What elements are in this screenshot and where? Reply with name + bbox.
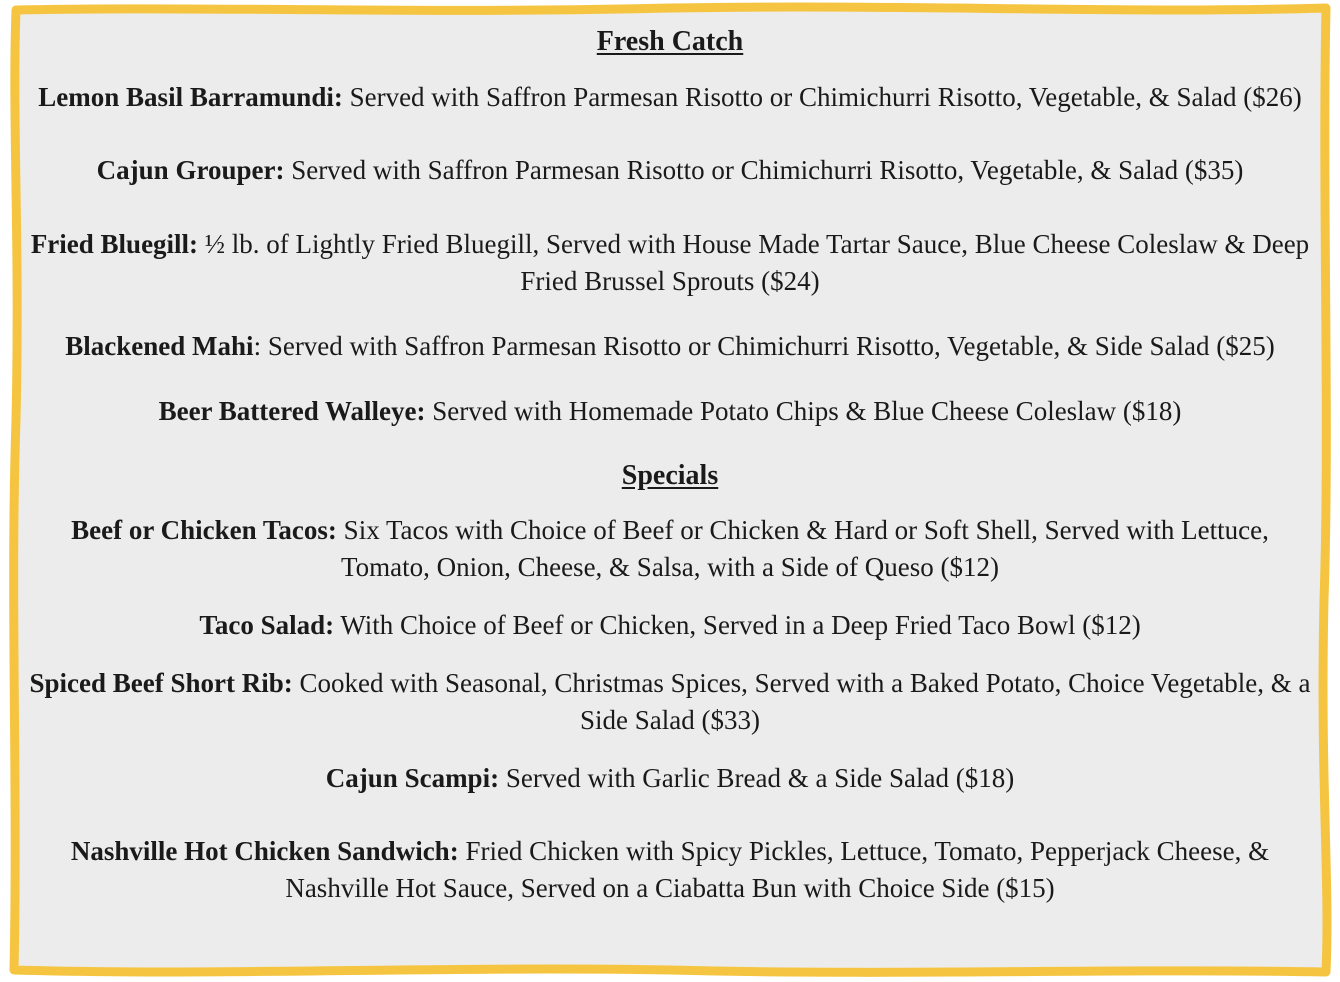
- menu-item-lemon-basil-barramundi: [28, 79, 1312, 116]
- section-heading-fresh-catch: Fresh Catch: [596, 26, 744, 57]
- menu-item-description: Six Tacos with Choice of Beef or Chicken & Hard or Soft Shell, Served with Lettuce, Tomato, Onion, Cheese, & Salsa, with a Side of Queso ($12): [336, 515, 1269, 582]
- menu-item-description: Served with Saffron Parmesan Risotto or Chimichurri Risotto, Vegetable, & Salad ($26): [342, 82, 1302, 112]
- menu-item-taco-salad: [28, 607, 1312, 644]
- menu-item-name: Cajun Scampi:: [325, 763, 500, 793]
- menu-item-blackened-mahi: [28, 328, 1312, 365]
- menu-item-description: : Served with Saffron Parmesan Risotto or Chimichurri Risotto, Vegetable, & Side Salad ($25): [253, 331, 1275, 361]
- menu-item-description: Cooked with Seasonal, Christmas Spices, Served with a Baked Potato, Choice Vegetable, & a Side Salad ($33): [292, 668, 1311, 735]
- menu-item-description: Fried Chicken with Spicy Pickles, Lettuce, Tomato, Pepperjack Cheese, & Nashville Hot Sauce, Served on a Ciabatta Bun with Choice Side ($15): [285, 836, 1270, 903]
- menu-item-fried-bluegill: [28, 226, 1312, 300]
- menu-item-description: Served with Saffron Parmesan Risotto or Chimichurri Risotto, Vegetable, & Salad ($35): [284, 155, 1244, 185]
- menu-item-name: Blackened Mahi: [65, 331, 254, 361]
- menu-item-name: Fried Bluegill:: [30, 229, 199, 259]
- menu-item-name: Spiced Beef Short Rib:: [29, 668, 293, 698]
- menu-content: [28, 18, 1312, 968]
- menu-item-description: ½ lb. of Lightly Fried Bluegill, Served with House Made Tartar Sauce, Blue Cheese Coleslaw & Deep Fried Brussel Sprouts ($24): [198, 229, 1310, 296]
- menu-item-nashville-hot-chicken-sandwich: [28, 833, 1312, 907]
- menu-item-name: Beer Battered Walleye:: [158, 396, 426, 426]
- menu-item-name: Beef or Chicken Tacos:: [71, 515, 337, 545]
- menu-item-name: Nashville Hot Chicken Sandwich:: [70, 836, 459, 866]
- menu-item-description: Served with Garlic Bread & a Side Salad ($18): [499, 763, 1015, 793]
- menu-item-description: Served with Homemade Potato Chips & Blue Cheese Coleslaw ($18): [425, 396, 1182, 426]
- menu-item-description: With Choice of Beef or Chicken, Served in a Deep Fried Taco Bowl ($12): [334, 610, 1141, 640]
- menu-item-beef-or-chicken-tacos: [28, 512, 1312, 586]
- menu-item-name: Taco Salad:: [199, 610, 335, 640]
- menu-item-cajun-scampi: [28, 760, 1312, 797]
- section-heading-specials: Specials: [621, 460, 719, 491]
- menu-item-cajun-grouper: [28, 152, 1312, 189]
- menu-item-name: Lemon Basil Barramundi:: [38, 82, 343, 112]
- menu-item-beer-battered-walleye: [28, 393, 1312, 430]
- menu-item-spiced-beef-short-rib: [28, 665, 1312, 739]
- menu-item-name: Cajun Grouper:: [96, 155, 285, 185]
